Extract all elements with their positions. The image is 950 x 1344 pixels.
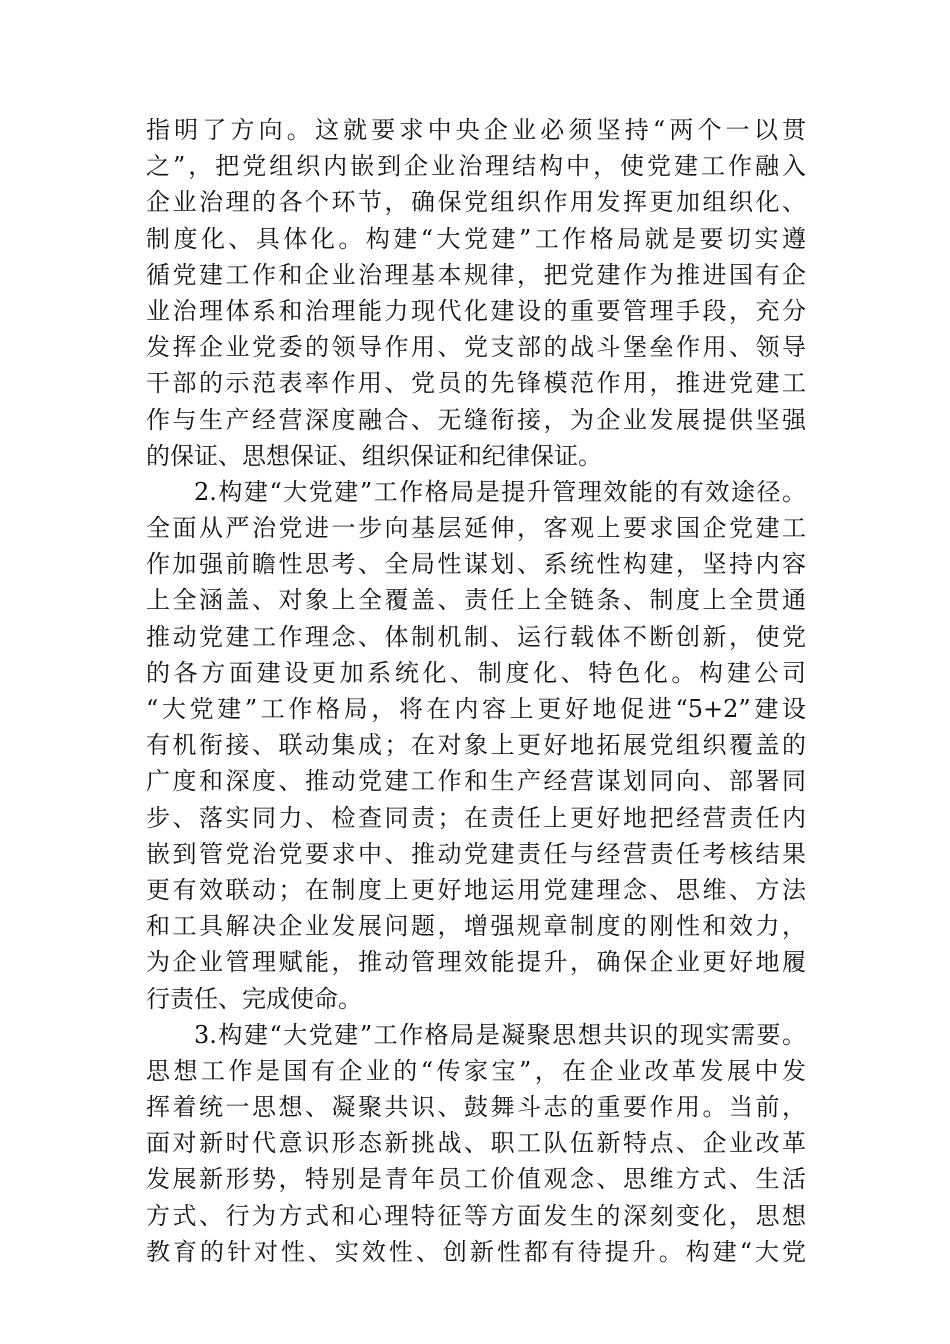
text-line: 制度化、具体化。构建“大党建”工作格局就是要切实遵: [146, 224, 806, 253]
text-line: 指明了方向。这就要求中央企业必须坚持“两个一以贯: [146, 116, 806, 144]
text-line: 为企业管理赋能，推动管理效能提升，确保企业更好地履: [146, 948, 806, 977]
text-line: 全面从严治党进一步向基层延伸，客观上要求国企党建工: [146, 514, 806, 543]
text-line: 思想工作是国有企业的“传家宝”，在企业改革发展中发: [146, 1056, 806, 1085]
text-line: 面对新时代意识形态新挑战、职工队伍新特点、企业改革: [146, 1129, 806, 1158]
text-line: 上全涵盖、对象上全覆盖、责任上全链条、制度上全贯通: [146, 586, 806, 615]
text-line: “大党建”工作格局，将在内容上更好地促进“5+2”建设: [146, 695, 806, 723]
text-line: 之”，把党组织内嵌到企业治理结构中，使党建工作融入: [146, 152, 806, 181]
text-line: 教育的针对性、实效性、创新性都有待提升。构建“大党: [146, 1237, 806, 1266]
text-line: 嵌到管党治党要求中、推动党建责任与经营责任考核结果: [146, 839, 806, 868]
text-line: 的保证、思想保证、组织保证和纪律保证。: [146, 441, 602, 470]
text-line: 和工具解决企业发展问题，增强规章制度的刚性和效力，: [146, 912, 806, 941]
text-line: 循党建工作和企业治理基本规律，把党建作为推进国有企: [146, 260, 806, 289]
text-line: 企业治理的各个环节，确保党组织作用发挥更加组织化、: [146, 188, 806, 217]
text-line: 业治理体系和治理能力现代化建设的重要管理手段，充分: [146, 296, 806, 325]
text-line: 作加强前瞻性思考、全局性谋划、系统性构建，坚持内容: [146, 550, 806, 579]
text-line: 2.构建“大党建”工作格局是提升管理效能的有效途径。: [194, 477, 806, 506]
text-line: 推动党建工作理念、体制机制、运行载体不断创新，使党: [146, 622, 806, 651]
text-line: 步、落实同力、检查同责；在责任上更好地把经营责任内: [146, 803, 806, 832]
text-line: 挥着统一思想、凝聚共识、鼓舞斗志的重要作用。当前，: [146, 1093, 806, 1122]
text-line: 作与生产经营深度融合、无缝衔接，为企业发展提供坚强: [146, 405, 806, 434]
document-page: [146, 112, 806, 1270]
text-line: 发挥企业党委的领导作用、党支部的战斗堡垒作用、领导: [146, 333, 806, 362]
text-line: 有机衔接、联动集成；在对象上更好地拓展党组织覆盖的: [146, 731, 806, 760]
text-line: 的各方面建设更加系统化、制度化、特色化。构建公司: [146, 658, 806, 687]
text-line: 发展新形势，特别是青年员工价值观念、思维方式、生活: [146, 1165, 806, 1194]
text-line: 行责任、完成使命。: [146, 984, 362, 1013]
text-line: 更有效联动；在制度上更好地运用党建理念、思维、方法: [146, 875, 806, 904]
text-line: 广度和深度、推动党建工作和生产经营谋划同向、部署同: [146, 767, 806, 796]
text-line: 3.构建“大党建”工作格局是凝聚思想共识的现实需要。: [194, 1020, 806, 1049]
text-line: 干部的示范表率作用、党员的先锋模范作用，推进党建工: [146, 369, 806, 398]
text-line: 方式、行为方式和心理特征等方面发生的深刻变化，思想: [146, 1201, 806, 1230]
